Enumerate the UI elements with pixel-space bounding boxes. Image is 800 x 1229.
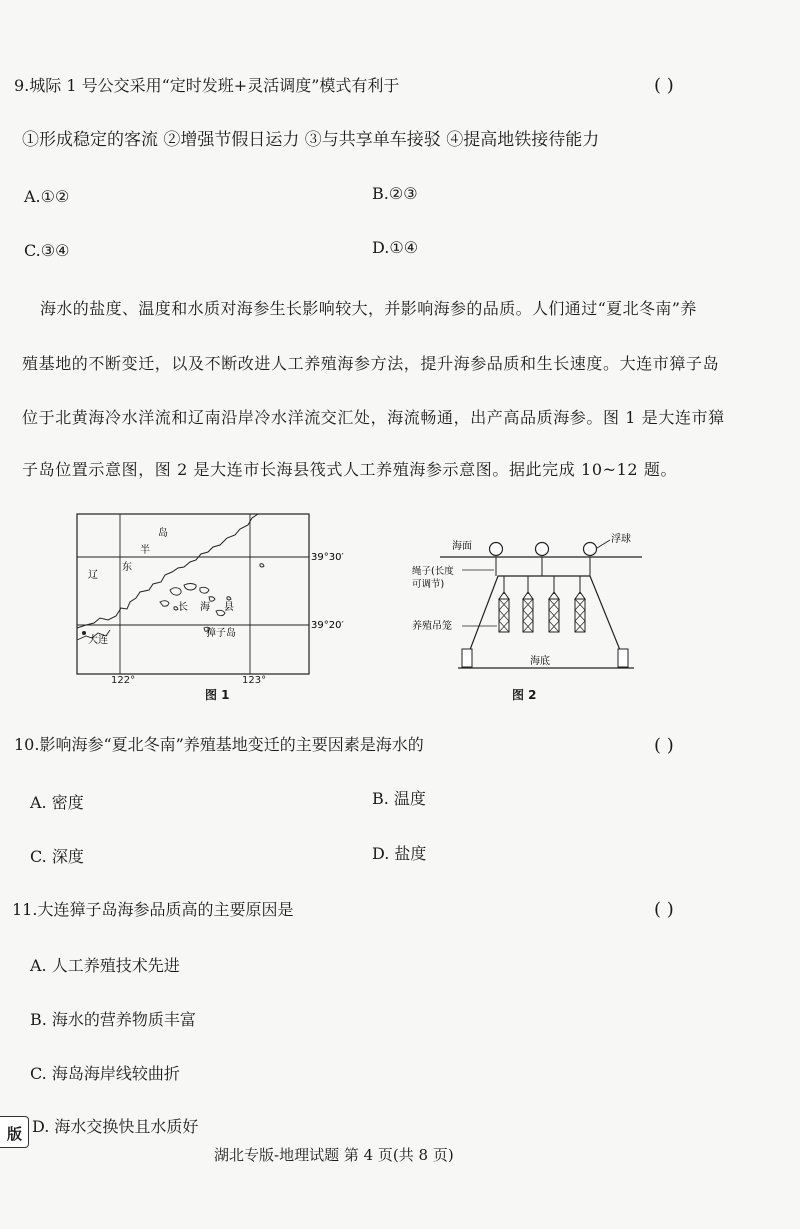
q9-option-a: A.①② [24, 187, 70, 206]
label-rope-line-2: 可调节) [412, 579, 445, 590]
changhai-islands [160, 564, 264, 632]
label-hai: 海 [200, 602, 210, 613]
passage-line-3: 位于北黄海冷水洋流和辽南沿岸冷水洋流交汇处，海流畅通，出产高品质海参。图 1 是大连市獐 [22, 408, 725, 427]
label-rope-line-1: 绳子(长度 [412, 566, 454, 577]
float-ball-1 [490, 543, 503, 556]
q9-option-c: C.③④ [24, 241, 70, 260]
figure-2-caption: 图 2 [512, 688, 537, 702]
label-zhangzi-island: 獐子岛 [206, 628, 236, 639]
q11-stem: 11.大连獐子岛海参品质高的主要原因是 [12, 900, 294, 919]
float-pointer [597, 540, 610, 548]
q11-option-c: C. 海岛海岸线较曲折 [30, 1064, 180, 1083]
anchor-rope-frame [468, 576, 622, 655]
q9-statements: ①形成稳定的客流 ②增强节假日运力 ③与共享单车接驳 ④提高地铁接待能力 [22, 130, 600, 150]
label-dao: 岛 [158, 528, 168, 539]
passage-line-4: 子岛位置示意图，图 2 是大连市长海县筏式人工养殖海参示意图。据此完成 10~12 题。 [22, 460, 678, 479]
figure-2-diagram [410, 530, 650, 690]
q9-answer-paren: ( ) [654, 75, 674, 96]
edge-tab-label: 版 [7, 1125, 23, 1143]
q9-stem: 9.城际 1 号公交采用“定时发班+灵活调度”模式有利于 [14, 76, 400, 95]
label-float: 浮球 [611, 534, 631, 545]
q10-answer-paren: ( ) [654, 735, 674, 756]
passage-line-1: 海水的盐度、温度和水质对海参生长影响较大，并影响海参的品质。人们通过“夏北冬南”养 [40, 299, 697, 318]
page-footer: 湖北专版-地理试题 第 4 页(共 8 页) [214, 1146, 454, 1164]
label-ban: 半 [140, 545, 150, 556]
passage-line-2: 殖基地的不断变迁，以及不断改进人工养殖海参方法，提升海参品质和生长速度。大连市獐子岛 [22, 354, 720, 373]
lon-label-123: 123° [242, 675, 267, 686]
label-cage: 养殖吊笼 [412, 621, 452, 632]
lon-label-122: 122° [111, 675, 136, 686]
anchor-left [462, 649, 472, 667]
label-seabed: 海底 [530, 656, 550, 667]
q10-stem: 10.影响海参“夏北冬南”养殖基地变迁的主要因素是海水的 [14, 735, 424, 754]
culture-cages [499, 576, 585, 632]
q11-option-d: D. 海水交换快且水质好 [32, 1117, 199, 1136]
figure-1-map [72, 512, 362, 677]
label-dalian: 大连 [88, 635, 108, 646]
q10-option-a: A. 密度 [30, 793, 84, 812]
label-sea-surface: 海面 [452, 541, 472, 552]
label-xian: 县 [224, 602, 234, 613]
q10-option-d: D. 盐度 [372, 844, 427, 863]
q9-option-b: B.②③ [372, 184, 418, 203]
label-liao: 辽 [88, 570, 98, 581]
float-ball-2 [536, 543, 549, 556]
label-dong: 东 [122, 562, 132, 573]
q9-option-d: D.①④ [372, 238, 419, 257]
q11-option-b: B. 海水的营养物质丰富 [30, 1010, 196, 1029]
lat-label-39-20: 39°20′ [311, 620, 344, 631]
anchor-right [618, 649, 628, 667]
map-frame [77, 514, 309, 674]
edge-tab [0, 1116, 29, 1148]
q10-option-c: C. 深度 [30, 847, 84, 866]
q10-option-b: B. 温度 [372, 789, 426, 808]
float-ball-3 [584, 543, 597, 556]
figure-1-caption: 图 1 [205, 688, 230, 702]
q11-answer-paren: ( ) [654, 899, 674, 920]
dalian-dot [82, 631, 86, 635]
q11-option-a: A. 人工养殖技术先进 [30, 956, 180, 975]
label-chang: 长 [178, 602, 188, 613]
lat-label-39-30: 39°30′ [311, 552, 344, 563]
